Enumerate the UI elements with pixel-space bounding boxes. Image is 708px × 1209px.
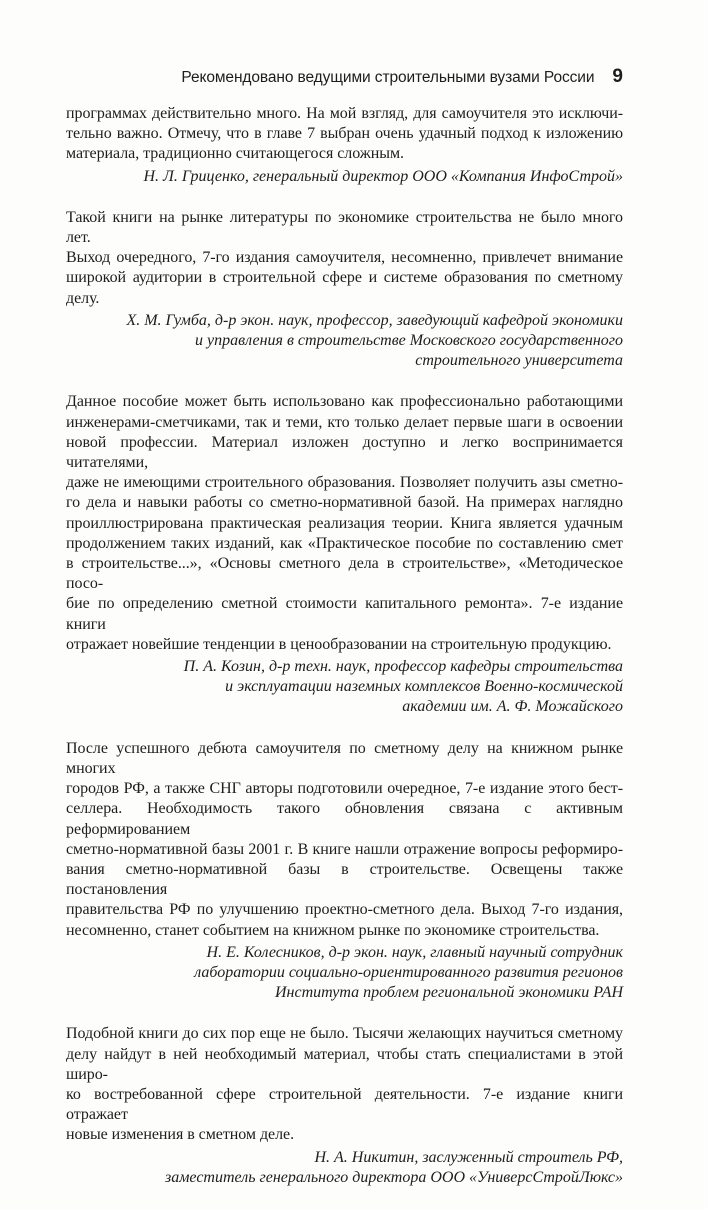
paragraph-line: новой профессии. Материал изложен доступно и легко воспринимается читателями,	[66, 433, 623, 472]
paragraph-line: правительства РФ по улучшению проектно-сметного дела. Выход 7-го издания,	[66, 901, 623, 919]
attribution-line: лаборатории социально-ориентированного развития регионов	[194, 963, 623, 981]
review-attribution	[66, 1148, 623, 1188]
attribution-line: и эксплуатации наземных комплексов Военно-космической	[225, 678, 623, 696]
page-content	[66, 104, 623, 1209]
paragraph-line: тельно важно. Отмечу, что в главе 7 выбран очень удачный подход к изложению	[66, 125, 623, 143]
paragraph-line: сметно-нормативной базы 2001 г. В книге нашли отражение вопросы реформиро-	[66, 840, 623, 858]
review-attribution	[66, 657, 623, 718]
paragraph-line: После успешного дебюта самоучителя по сметному делу на книжном рынке многих	[66, 739, 623, 777]
paragraph-line: ко востребованной сфере строительной деятельности. 7-е издание книги отражает	[66, 1085, 623, 1124]
paragraph-line: го дела и навыки работы со сметно-нормативной базой. На примерах наглядно	[66, 494, 623, 512]
attribution-line: Н. Л. Гриценко, генеральный директор ООО «Компания ИнфоСтрой»	[143, 167, 623, 185]
paragraph-line: Подобной книги до сих пор еще не было. Тысячи желающих научиться сметному	[66, 1025, 623, 1043]
paragraph-line: проиллюстрирована практическая реализация теории. Книга является удачным	[66, 514, 623, 532]
review-paragraph	[66, 1024, 623, 1145]
review-block	[66, 739, 623, 1004]
attribution-line: строительного университета	[415, 352, 623, 370]
paragraph-line: бие по определению сметной стоимости капитального ремонта». 7-е издание книги	[66, 595, 623, 633]
attribution-line: Н. Е. Колесников, д-р экон. наук, главный научный сотрудник	[206, 943, 623, 961]
paragraph-line: Такой книги на рынке литературы по экономике строительства не было много лет.	[66, 208, 623, 247]
running-header-title: Рекомендовано ведущими строительными вузами России	[181, 69, 595, 86]
paragraph-line: Данное пособие может быть использовано как профессионально работающими	[66, 393, 623, 411]
attribution-line: Института проблем региональной экономики РАН	[274, 984, 623, 1002]
attribution-line: Н. А. Никитин, заслуженный строитель РФ,	[314, 1148, 623, 1166]
attribution-line: Х. М. Гумба, д-р экон. наук, профессор, заведующий кафедрой экономики	[126, 311, 623, 329]
review-attribution	[66, 943, 623, 1004]
review-block	[66, 208, 623, 372]
paragraph-line: Выход очередного, 7-го издания самоучителя, несомненно, привлечет внимание	[66, 249, 623, 267]
attribution-line: П. А. Козин, д-р техн. наук, профессор кафедры строительства	[183, 658, 623, 676]
running-header	[66, 66, 623, 88]
review-paragraph	[66, 104, 623, 165]
paragraph-line: вания сметно-нормативной базы в строительстве. Освещены также постановления	[66, 860, 623, 899]
review-attribution	[66, 311, 623, 372]
paragraph-line: отражает новейшие тенденции в ценообразовании на строительную продукцию.	[66, 635, 612, 653]
paragraph-line: программах действительно много. На мой взгляд, для самоучителя это исключи-	[66, 105, 623, 122]
review-attribution	[66, 167, 623, 187]
review-block	[66, 104, 623, 187]
paragraph-line: материала, традиционно считающегося сложным.	[66, 145, 404, 163]
review-block	[66, 1024, 623, 1188]
paragraph-line: широкой аудитории в строительной сфере и системе образования по сметному делу.	[66, 269, 623, 307]
review-block	[66, 392, 623, 717]
review-paragraph	[66, 392, 623, 655]
paragraph-line: в строительстве...», «Основы сметного дела в строительстве», «Методическое посо-	[66, 555, 623, 593]
paragraph-line: продолжением таких изданий, как «Практическое пособие по составлению смет	[66, 534, 623, 552]
paragraph-line: несомненно, станет событием на книжном рынке по экономике строительства.	[66, 921, 600, 939]
paragraph-line: городов РФ, а также СНГ авторы подготовили очередное, 7-е издание этого бест-	[66, 780, 623, 798]
paragraph-line: селлера. Необходимость такого обновления связана с активным реформированием	[66, 800, 623, 838]
paragraph-line: инженерами-сметчиками, так и теми, кто только делает первые шаги в освоении	[66, 413, 623, 431]
review-paragraph	[66, 739, 623, 941]
paragraph-line: даже не имеющими строительного образования. Позволяет получить азы сметно-	[66, 474, 623, 492]
page-number: 9	[612, 66, 623, 87]
paragraph-line: новые изменения в сметном деле.	[66, 1126, 295, 1144]
attribution-line: и управления в строительстве Московского государственного	[195, 332, 623, 350]
attribution-line: заместитель генерального директора ООО «УниверсСтройЛюкс»	[164, 1168, 623, 1186]
paragraph-line: делу найдут в ней необходимый материал, чтобы стать специалистами в этой широ-	[66, 1045, 623, 1083]
review-paragraph	[66, 208, 623, 309]
attribution-line: академии им. А. Ф. Можайского	[402, 698, 623, 716]
